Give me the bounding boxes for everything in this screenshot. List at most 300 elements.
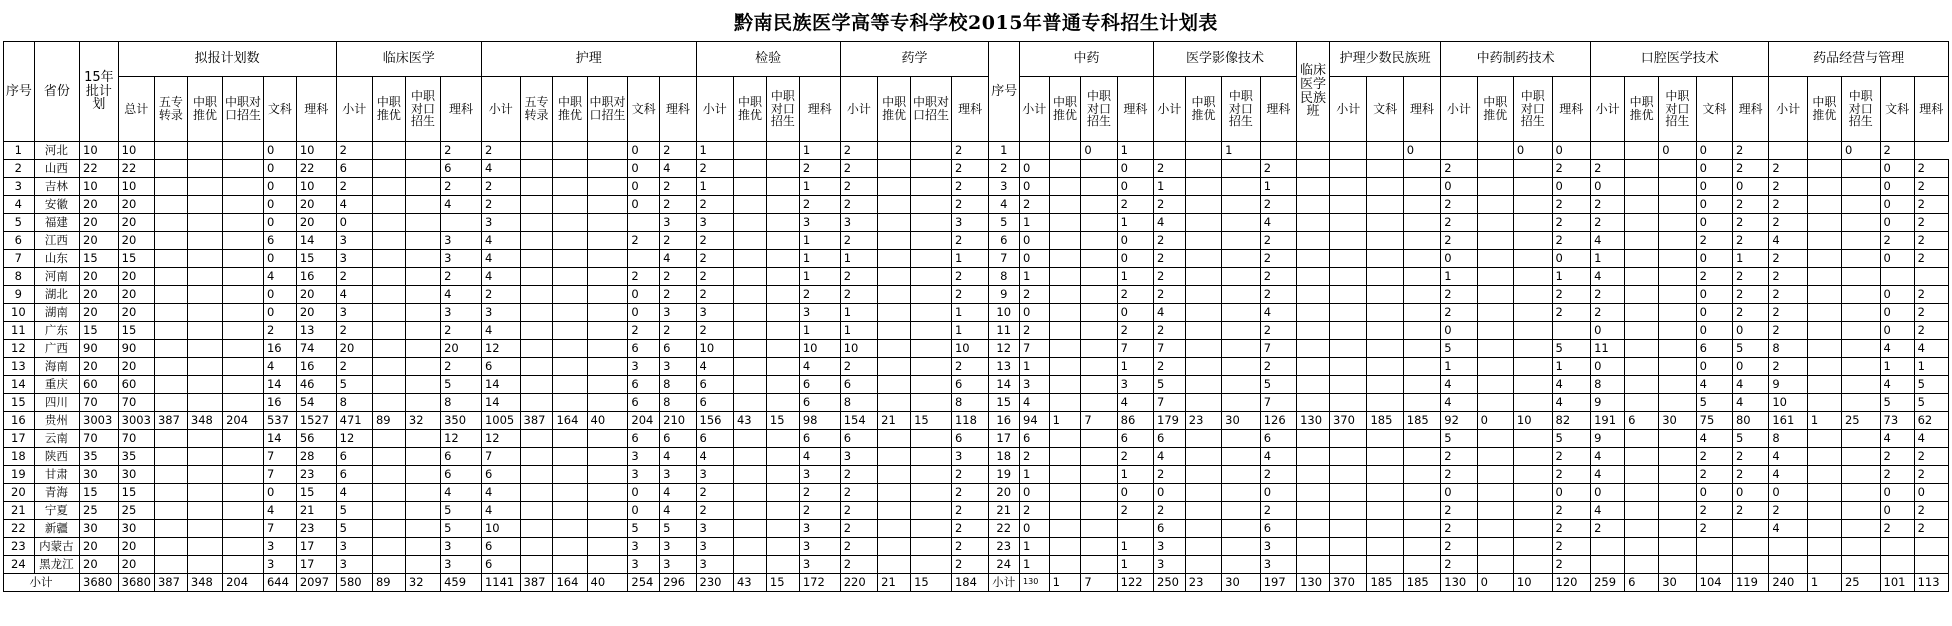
table-cell	[154, 250, 187, 268]
table-cell: 10	[296, 178, 336, 196]
table-cell: 4	[1769, 520, 1808, 538]
table-cell	[1841, 250, 1880, 268]
row-seq-cell: 20	[4, 484, 35, 502]
table-cell: 4	[441, 484, 482, 502]
table-cell	[1513, 232, 1552, 250]
table-cell: 3	[628, 448, 660, 466]
table-cell	[1625, 268, 1659, 286]
table-cell: 4	[1260, 214, 1296, 232]
table-cell: 0	[1659, 142, 1696, 160]
table-cell: 1	[1020, 466, 1050, 484]
total-cell: 240	[1769, 574, 1808, 592]
table-cell: 0	[1732, 484, 1768, 502]
table-cell	[187, 160, 222, 178]
table-cell: 0	[628, 196, 660, 214]
table-cell: 2	[1732, 214, 1768, 232]
col-plan15: 15年批计划	[80, 42, 119, 142]
table-cell	[154, 502, 187, 520]
table-cell	[223, 268, 264, 286]
table-cell	[1049, 448, 1081, 466]
table-cell	[1222, 232, 1261, 250]
table-cell	[1049, 358, 1081, 376]
row-seq-cell: 1	[4, 142, 35, 160]
total-cell: 122	[1117, 574, 1153, 592]
table-cell: 4	[441, 286, 482, 304]
sub-like: 理科	[1117, 77, 1153, 142]
table-cell: 2	[1914, 304, 1948, 322]
table-cell	[1696, 538, 1732, 556]
table-cell: 2	[481, 196, 520, 214]
table-cell	[187, 556, 222, 574]
table-cell	[1222, 250, 1261, 268]
table-cell: 17	[296, 556, 336, 574]
table-cell	[187, 304, 222, 322]
table-cell	[223, 178, 264, 196]
table-cell: 25	[1841, 412, 1880, 430]
table-cell	[1625, 214, 1659, 232]
table-cell: 2	[840, 142, 877, 160]
table-cell: 0	[1732, 178, 1768, 196]
table-cell: 6	[441, 466, 482, 484]
table-cell: 0	[1552, 178, 1591, 196]
table-cell: 5	[1260, 376, 1296, 394]
table-cell: 4	[481, 250, 520, 268]
table-cell	[1403, 556, 1440, 574]
table-cell: 1	[1552, 358, 1591, 376]
table-cell: 43	[733, 412, 766, 430]
table-cell	[1222, 520, 1261, 538]
table-cell: 2	[1732, 232, 1768, 250]
total-cell: 185	[1367, 574, 1403, 592]
table-cell: 4	[1020, 394, 1050, 412]
table-cell: 14	[263, 430, 296, 448]
table-cell	[1222, 340, 1261, 358]
table-cell: 2	[1914, 214, 1948, 232]
sub-wenke: 文科	[1696, 77, 1732, 142]
table-cell: 20	[118, 538, 154, 556]
row-seq-cell: 2	[4, 160, 35, 178]
table-cell: 25	[80, 502, 119, 520]
table-row	[4, 430, 1949, 448]
table-row	[4, 250, 1949, 268]
table-cell	[587, 466, 628, 484]
table-cell	[1049, 376, 1081, 394]
row-seq-cell: 8	[4, 268, 35, 286]
table-cell	[1081, 214, 1117, 232]
table-cell: 5	[336, 376, 372, 394]
table-cell: 10	[1513, 412, 1552, 430]
table-cell: 20	[80, 286, 119, 304]
table-cell	[187, 538, 222, 556]
row-province-cell: 陕西	[34, 448, 79, 466]
table-cell: 0	[1441, 484, 1477, 502]
table-cell: 4	[1914, 340, 1948, 358]
sub-zzty: 中职推优	[1625, 77, 1659, 142]
table-cell: 4	[1441, 376, 1477, 394]
table-cell	[1329, 556, 1366, 574]
table-cell: 1	[1880, 358, 1914, 376]
table-cell	[1222, 430, 1261, 448]
table-cell: 0	[1117, 484, 1153, 502]
table-cell: 16	[989, 412, 1020, 430]
sub-xiaoji: 小计	[1591, 77, 1625, 142]
table-cell: 3	[481, 304, 520, 322]
table-cell	[1185, 556, 1221, 574]
sub-like: 理科	[660, 77, 696, 142]
table-cell	[520, 268, 553, 286]
table-cell: 4	[799, 448, 840, 466]
table-cell	[1513, 538, 1552, 556]
table-cell: 4	[1769, 448, 1808, 466]
table-cell	[587, 322, 628, 340]
table-row	[4, 412, 1949, 430]
table-cell	[1222, 358, 1261, 376]
table-cell: 20	[118, 304, 154, 322]
table-cell	[1914, 268, 1948, 286]
table-cell: 8	[1769, 340, 1808, 358]
table-cell: 32	[405, 412, 440, 430]
table-cell: 20	[296, 286, 336, 304]
table-cell	[1477, 394, 1513, 412]
total-cell: 113	[1914, 574, 1948, 592]
table-cell: 3	[441, 304, 482, 322]
table-cell: 2	[1260, 250, 1296, 268]
table-cell: 154	[840, 412, 877, 430]
table-cell: 6	[1625, 412, 1659, 430]
table-cell: 2	[1154, 196, 1186, 214]
table-cell: 2	[696, 322, 733, 340]
table-cell: 7	[1020, 340, 1050, 358]
row-province-cell: 黑龙江	[34, 556, 79, 574]
table-cell	[587, 538, 628, 556]
table-cell: 15	[80, 322, 119, 340]
table-cell: 9	[989, 286, 1020, 304]
table-cell: 46	[296, 376, 336, 394]
table-cell: 126	[1260, 412, 1296, 430]
table-cell	[1049, 394, 1081, 412]
table-cell	[1329, 448, 1366, 466]
table-cell: 1	[1154, 178, 1186, 196]
table-cell	[553, 178, 587, 196]
table-cell	[1841, 448, 1880, 466]
table-cell	[1477, 250, 1513, 268]
table-cell: 2	[1552, 538, 1591, 556]
table-cell	[1185, 268, 1221, 286]
table-cell: 4	[1880, 340, 1914, 358]
total-cell: 23	[1185, 574, 1221, 592]
sub-xiaoji: 小计	[1020, 77, 1050, 142]
table-cell: 6	[1020, 430, 1050, 448]
table-cell: 1005	[481, 412, 520, 430]
table-cell: 23	[296, 520, 336, 538]
table-cell	[1367, 538, 1403, 556]
total-cell: 644	[263, 574, 296, 592]
table-cell: 2	[660, 178, 696, 196]
table-cell	[1329, 142, 1366, 160]
table-cell: 1	[799, 142, 840, 160]
table-cell: 387	[520, 412, 553, 430]
table-cell	[1513, 250, 1552, 268]
table-cell	[1185, 160, 1221, 178]
sub-wuzhuan: 五专转录	[154, 77, 187, 142]
table-cell: 185	[1367, 412, 1403, 430]
table-cell	[1732, 520, 1768, 538]
table-cell	[187, 322, 222, 340]
table-cell: 6	[1260, 430, 1296, 448]
table-cell: 4	[696, 358, 733, 376]
total-cell: 387	[520, 574, 553, 592]
table-cell: 5	[1914, 376, 1948, 394]
table-cell	[878, 502, 911, 520]
table-cell	[628, 250, 660, 268]
table-cell: 2	[263, 322, 296, 340]
table-cell: 3	[1020, 376, 1050, 394]
table-cell: 60	[118, 376, 154, 394]
table-cell	[587, 142, 628, 160]
table-cell	[372, 214, 405, 232]
table-cell: 1	[951, 304, 988, 322]
table-cell	[1185, 538, 1221, 556]
table-cell	[1403, 178, 1440, 196]
table-cell	[1185, 376, 1221, 394]
table-cell: 2	[1732, 466, 1768, 484]
table-cell: 4	[481, 160, 520, 178]
table-cell: 0	[263, 196, 296, 214]
table-cell: 6	[336, 448, 372, 466]
table-cell: 0	[1696, 214, 1732, 232]
table-cell	[372, 250, 405, 268]
table-cell	[187, 430, 222, 448]
table-cell: 3	[951, 448, 988, 466]
table-cell	[405, 304, 440, 322]
total-cell: 120	[1552, 574, 1591, 592]
table-cell: 10	[296, 142, 336, 160]
table-cell	[1154, 142, 1186, 160]
table-cell	[733, 214, 766, 232]
table-cell: 1	[1020, 538, 1050, 556]
sub-like: 理科	[1914, 77, 1948, 142]
table-cell: 2	[840, 178, 877, 196]
table-cell: 21	[878, 412, 911, 430]
table-cell: 2	[840, 502, 877, 520]
table-cell	[1477, 142, 1513, 160]
table-cell: 1	[951, 322, 988, 340]
table-cell	[1297, 250, 1330, 268]
table-cell: 0	[1513, 142, 1552, 160]
table-cell	[1807, 358, 1841, 376]
table-cell	[1807, 322, 1841, 340]
table-cell: 2	[441, 322, 482, 340]
table-cell: 6	[696, 394, 733, 412]
table-cell: 3	[441, 556, 482, 574]
table-cell: 3	[441, 538, 482, 556]
table-row	[4, 286, 1949, 304]
table-cell: 2	[1914, 196, 1948, 214]
table-cell	[372, 448, 405, 466]
sub-like: 理科	[1403, 77, 1440, 142]
table-cell	[1659, 304, 1696, 322]
table-cell	[911, 142, 952, 160]
total-cell: 30	[1659, 574, 1696, 592]
table-cell	[733, 304, 766, 322]
table-cell	[628, 214, 660, 232]
sub-xiaoji: 小计	[336, 77, 372, 142]
total-cell: 130	[1020, 574, 1050, 592]
table-cell	[1081, 304, 1117, 322]
table-cell	[520, 556, 553, 574]
table-cell	[223, 196, 264, 214]
table-cell: 1	[799, 178, 840, 196]
table-cell	[223, 520, 264, 538]
table-cell	[1297, 268, 1330, 286]
table-cell	[1329, 250, 1366, 268]
table-cell	[1914, 538, 1948, 556]
table-cell: 5	[1552, 430, 1591, 448]
table-cell	[405, 160, 440, 178]
sub-like: 理科	[296, 77, 336, 142]
col-seq: 序号	[4, 42, 35, 142]
table-cell: 20	[80, 556, 119, 574]
table-cell	[553, 340, 587, 358]
table-cell: 23	[1185, 412, 1221, 430]
table-cell	[587, 268, 628, 286]
table-cell: 2	[1020, 286, 1050, 304]
table-cell: 6	[696, 376, 733, 394]
table-cell	[1477, 448, 1513, 466]
table-cell: 7	[263, 448, 296, 466]
table-cell	[223, 304, 264, 322]
table-cell: 2	[1154, 268, 1186, 286]
row-province-cell: 甘肃	[34, 466, 79, 484]
table-cell: 6	[951, 430, 988, 448]
table-cell: 0	[1441, 250, 1477, 268]
table-cell	[1185, 502, 1221, 520]
table-cell	[766, 556, 799, 574]
table-cell: 6	[989, 232, 1020, 250]
table-cell	[878, 484, 911, 502]
table-cell: 4	[1880, 430, 1914, 448]
table-cell	[405, 268, 440, 286]
table-cell: 118	[951, 412, 988, 430]
table-cell: 20	[118, 196, 154, 214]
table-cell: 20	[118, 268, 154, 286]
table-cell	[1591, 556, 1625, 574]
table-cell	[1081, 322, 1117, 340]
table-cell	[1185, 466, 1221, 484]
table-row	[4, 322, 1949, 340]
table-cell: 2	[1020, 322, 1050, 340]
sub-zzdk: 中职对口招生	[911, 77, 952, 142]
table-cell	[1297, 394, 1330, 412]
table-cell: 2	[1441, 448, 1477, 466]
col-province: 省份	[34, 42, 79, 142]
table-cell	[1841, 268, 1880, 286]
table-cell: 0	[1696, 286, 1732, 304]
table-cell	[1659, 376, 1696, 394]
table-cell: 2	[696, 232, 733, 250]
table-cell: 20	[989, 484, 1020, 502]
table-cell	[405, 358, 440, 376]
table-cell: 4	[1591, 502, 1625, 520]
table-cell	[553, 322, 587, 340]
table-cell	[1367, 358, 1403, 376]
table-cell: 2	[1696, 520, 1732, 538]
table-cell	[733, 322, 766, 340]
table-cell	[1807, 178, 1841, 196]
table-cell	[405, 556, 440, 574]
sub-zzdk: 中职对口招生	[1081, 77, 1117, 142]
row-province-cell: 贵州	[34, 412, 79, 430]
table-row	[4, 538, 1949, 556]
table-cell	[878, 538, 911, 556]
table-cell: 6	[441, 160, 482, 178]
total-cell: 1	[1049, 574, 1081, 592]
table-cell	[405, 196, 440, 214]
row-seq-cell: 17	[4, 430, 35, 448]
row-province-cell: 内蒙古	[34, 538, 79, 556]
table-cell	[553, 286, 587, 304]
sub-xiaoji: 小计	[1329, 77, 1366, 142]
row-province-cell: 海南	[34, 358, 79, 376]
table-cell	[1807, 430, 1841, 448]
table-cell: 5	[1441, 430, 1477, 448]
table-cell: 0	[1020, 250, 1050, 268]
table-cell: 8	[951, 394, 988, 412]
table-cell: 20	[296, 304, 336, 322]
table-cell: 4	[481, 484, 520, 502]
table-cell	[405, 376, 440, 394]
table-cell	[520, 160, 553, 178]
table-cell: 8	[989, 268, 1020, 286]
table-cell: 1	[1117, 556, 1153, 574]
table-cell	[1049, 286, 1081, 304]
table-cell	[911, 286, 952, 304]
table-cell	[372, 322, 405, 340]
table-cell	[1477, 358, 1513, 376]
table-cell	[1049, 466, 1081, 484]
table-cell	[1081, 466, 1117, 484]
table-cell: 20	[118, 358, 154, 376]
table-cell: 20	[336, 340, 372, 358]
table-cell	[1049, 268, 1081, 286]
table-cell	[587, 232, 628, 250]
total-cell: 387	[154, 574, 187, 592]
row-province-cell: 湖南	[34, 304, 79, 322]
table-cell: 2	[1441, 538, 1477, 556]
table-cell	[1769, 142, 1808, 160]
table-cell	[766, 250, 799, 268]
table-cell: 2	[441, 268, 482, 286]
table-cell: 3	[660, 466, 696, 484]
table-cell	[520, 502, 553, 520]
table-cell	[154, 196, 187, 214]
table-cell: 2	[1769, 160, 1808, 178]
table-cell: 2	[840, 538, 877, 556]
table-cell: 0	[263, 484, 296, 502]
table-cell: 1	[1117, 142, 1153, 160]
table-cell: 4	[660, 502, 696, 520]
table-cell: 2	[1914, 160, 1948, 178]
table-cell	[1477, 304, 1513, 322]
table-cell	[766, 502, 799, 520]
table-cell	[1367, 196, 1403, 214]
table-cell: 13	[989, 358, 1020, 376]
row-province-cell: 云南	[34, 430, 79, 448]
table-cell	[1049, 502, 1081, 520]
table-row	[4, 214, 1949, 232]
table-cell	[766, 196, 799, 214]
row-province-cell: 重庆	[34, 376, 79, 394]
